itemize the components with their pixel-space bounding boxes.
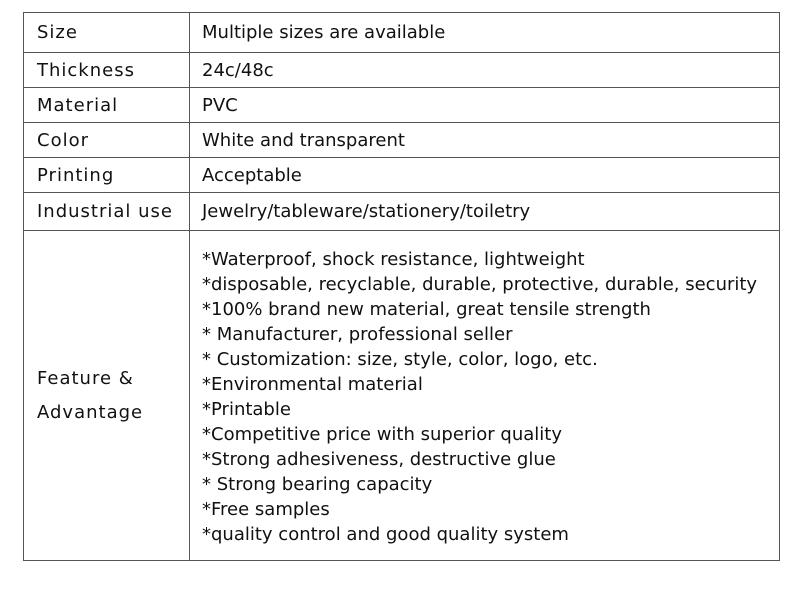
spec-row-thickness	[24, 53, 780, 88]
feature-item: *Environmental material	[202, 373, 423, 395]
spec-value: Jewelry/tableware/stationery/toiletry	[190, 193, 780, 231]
feature-item: * Strong bearing capacity	[202, 473, 433, 495]
feature-item: *Strong adhesiveness, destructive glue	[202, 448, 556, 470]
spec-value	[190, 231, 780, 561]
feature-item: *Printable	[202, 398, 291, 420]
spec-row-color	[24, 123, 780, 158]
feature-item: *Free samples	[202, 498, 330, 520]
product-spec-table	[23, 12, 780, 561]
spec-key: Printing	[24, 158, 190, 193]
spec-row-size	[24, 13, 780, 53]
feature-item: *100% brand new material, great tensile strength	[202, 298, 651, 320]
spec-row-industrial-use	[24, 193, 780, 231]
feature-item: *disposable, recyclable, durable, protective, durable, security	[202, 273, 758, 295]
spec-key	[24, 231, 190, 561]
spec-key: Color	[24, 123, 190, 158]
spec-value: White and transparent	[190, 123, 780, 158]
feature-item: *quality control and good quality system	[202, 523, 569, 545]
spec-key: Industrial use	[24, 193, 190, 231]
spec-value: PVC	[190, 88, 780, 123]
feature-item: * Customization: size, style, color, logo, etc.	[202, 348, 598, 370]
feature-key-line: Feature &	[37, 367, 134, 389]
spec-value: Multiple sizes are available	[190, 13, 780, 53]
spec-key: Material	[24, 88, 190, 123]
spec-key: Thickness	[24, 53, 190, 88]
spec-value: 24c/48c	[190, 53, 780, 88]
spec-value: Acceptable	[190, 158, 780, 193]
spec-row-printing	[24, 158, 780, 193]
feature-item: *Waterproof, shock resistance, lightweight	[202, 248, 585, 270]
spec-row-feature-advantage	[24, 231, 780, 561]
spec-row-material	[24, 88, 780, 123]
feature-list	[202, 245, 779, 547]
feature-item: * Manufacturer, professional seller	[202, 323, 513, 345]
feature-key-line: Advantage	[37, 401, 144, 423]
feature-item: *Competitive price with superior quality	[202, 423, 563, 445]
spec-key: Size	[24, 13, 190, 53]
